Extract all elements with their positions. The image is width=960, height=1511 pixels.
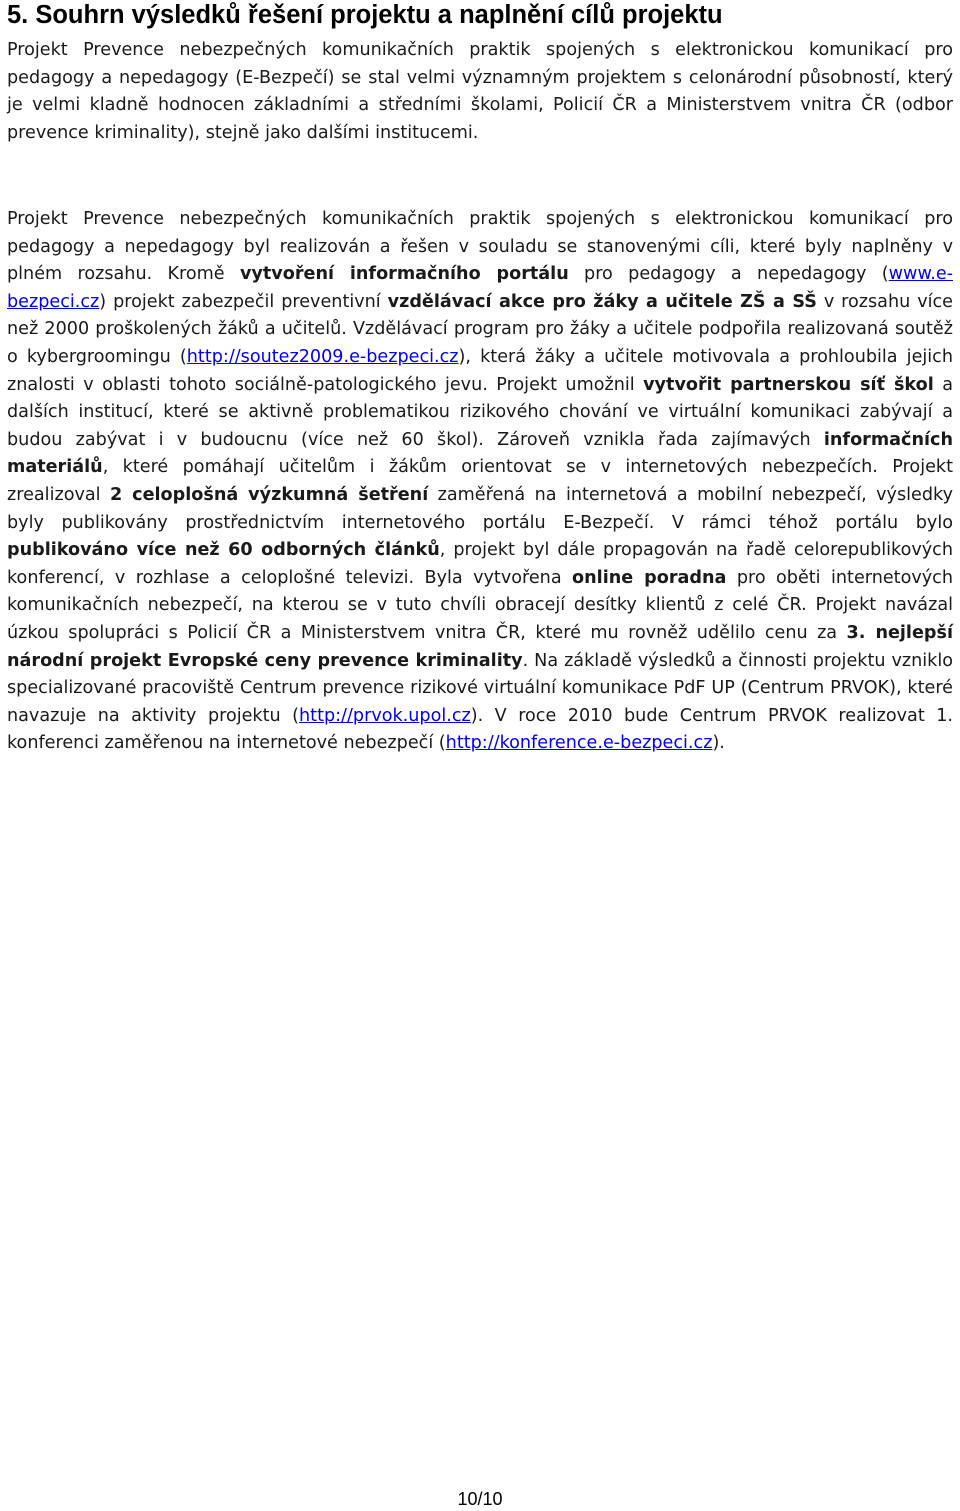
bold-phrase: vytvořit partnerskou síť škol [643, 374, 934, 395]
bold-phrase: vzdělávací akce pro žáky a učitele ZŠ a SŠ [387, 291, 817, 312]
link-konference[interactable]: http://konference.e-bezpeci.cz [445, 733, 713, 754]
body-text: pro pedagogy a nepedagogy ( [568, 264, 889, 285]
summary-paragraph-1: Projekt Prevence nebezpečných komunikačních praktik spojených s elektronickou komunikací pro pedagogy a nepedagogy (E-Bezpečí) se stal velmi významným projektem s celonárodní působností, který je velmi kladně hodnocen základními a středními školami, Policií ČR a Ministerstvem vnitra ČR (odbor prevence kriminality), stejně jako dalšími institucemi. [7, 40, 953, 143]
bold-phrase: informačních materiálů [7, 429, 953, 478]
body-text: v rozsahu více než 2000 proškolených žáků a učitelů. Vzdělávací program pro žáky a učitele podpořila realizovaná soutěž o kybergroomingu ( [7, 291, 953, 367]
bold-phrase: vytvoření informačního portálu [239, 264, 569, 285]
body-text: ). V roce 2010 bude Centrum PRVOK realizovat 1. konferenci zaměřenou na internetové nebezpečí ( [7, 705, 953, 754]
link-soutez2009[interactable]: http://soutez2009.e-bezpeci.cz [186, 346, 459, 367]
body-text: , projekt byl dále propagován na řadě celorepublikových konferencí, v rozhlase a celoplošné televizi. Byla vytvořena [7, 540, 954, 588]
bold-phrase: 2 celoplošná výzkumná šetření [109, 484, 429, 505]
bold-phrase: online poradna [572, 567, 727, 588]
body-text: Projekt Prevence nebezpečných komunikačních praktik spojených s elektronickou komunikací pro pedagogy a nepedagogy byl realizován a řešen v souladu se stanovenými cíli, které byly naplněny v plném rozsahu. Kromě [7, 209, 953, 285]
link-e-bezpeci[interactable]: www.e-bezpeci.cz [7, 264, 953, 312]
body-text: a dalších institucí, které se aktivně problematikou rizikového chování ve virtuální komunikaci zabývají a budou zabývat i v budoucnu (více než 60 škol). Zároveň vznikla řada zajímavých [7, 374, 954, 450]
body-text: ) projekt zabezpečil preventivní [99, 291, 388, 312]
body-text: , které pomáhají učitelům i žákům orientovat se v internetových nebezpečích. Projekt zrealizoval [7, 457, 953, 505]
body-text: zaměřená na internetová a mobilní nebezpečí, výsledky byly publikovány prostřednictvím internetového portálu E-Bezpečí. V rámci téhož portálu bylo [7, 484, 953, 533]
link-prvok[interactable]: http://prvok.upol.cz [299, 705, 471, 726]
body-text: . Na základě výsledků a činnosti projektu vzniklo specializované pracoviště Centrum prevence rizikové virtuální komunikace PdF UP (Centrum PRVOK), které navazuje na aktivity projektu ( [7, 650, 953, 726]
bold-phrase: publikováno více než 60 odborných článků [7, 540, 440, 561]
bold-phrase: 3. nejlepší národní projekt Evropské ceny prevence kriminality [7, 622, 953, 671]
body-text: ), která žáky a učitele motivovala a prohloubila jejich znalosti v oblasti tohoto sociálně-patologického jevu. Projekt umožnil [7, 346, 953, 395]
summary-paragraph-2 [7, 206, 953, 758]
body-text: ). [712, 733, 725, 754]
section-heading: 5. Souhrn výsledků řešení projektu a naplnění cílů projektu [7, 1, 723, 29]
page-number: 10/10 [457, 1489, 503, 1509]
body-text: pro oběti internetových komunikačních nebezpečí, na kterou se v tuto chvíli obracejí desítky klientů z celé ČR. Projekt navázal úzkou spolupráci s Policií ČR a Ministerstvem vnitra ČR, které mu rovněž udělilo cenu za [7, 567, 953, 643]
